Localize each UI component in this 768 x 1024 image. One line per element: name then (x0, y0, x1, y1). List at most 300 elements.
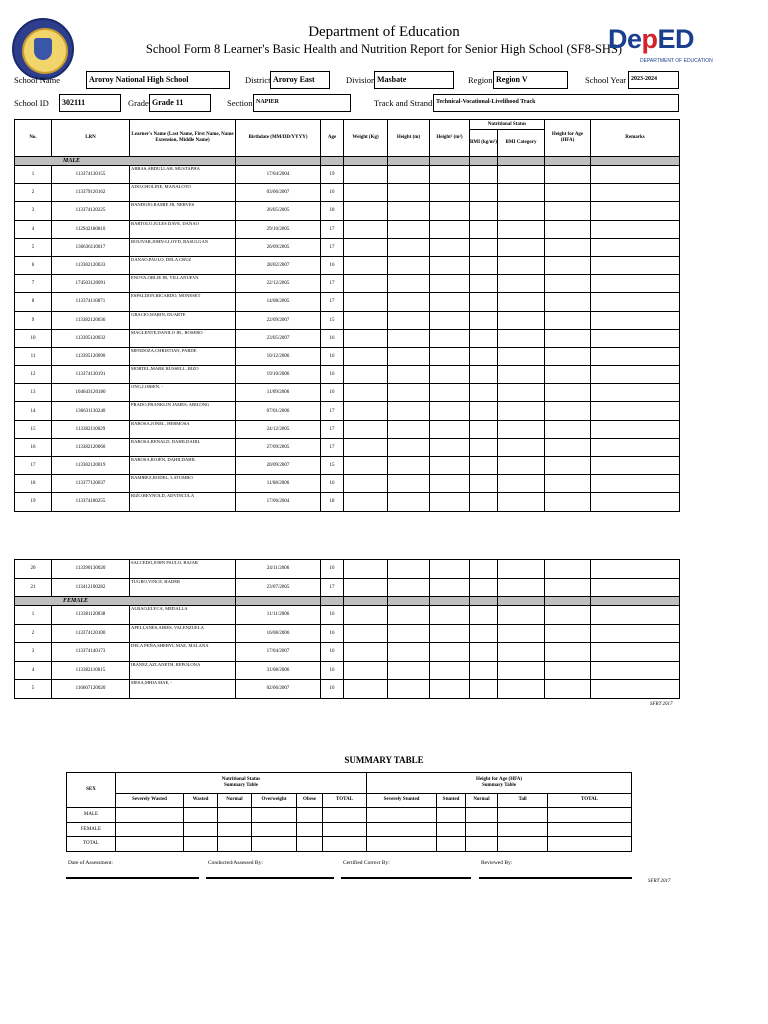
row-height-cell[interactable] (388, 184, 430, 202)
learner-row (15, 275, 680, 293)
row-bmi-category-cell[interactable] (498, 366, 545, 384)
row-hfa-cell[interactable] (545, 560, 591, 579)
row-bmi-category-cell[interactable] (498, 220, 545, 238)
row-height2-cell[interactable] (430, 643, 470, 662)
row-age: 16 (321, 366, 344, 384)
reviewed-signature-line[interactable] (479, 877, 632, 879)
row-lrn: 104643120180 (52, 384, 130, 402)
row-weight-cell[interactable] (344, 680, 388, 699)
summary-hfa-col: Severely Stunted (367, 794, 437, 808)
summary-cell[interactable] (252, 822, 297, 837)
row-height2-cell[interactable] (430, 256, 470, 274)
row-height-cell[interactable] (388, 256, 430, 274)
row-height2-cell[interactable] (430, 384, 470, 402)
section-field[interactable]: NAPIER (253, 94, 351, 112)
row-remarks-cell[interactable] (591, 475, 680, 493)
row-no: 13 (15, 384, 52, 402)
row-birthdate: 24/12/2005 (236, 420, 321, 438)
row-bmi-category-cell[interactable] (498, 606, 545, 625)
row-weight-cell[interactable] (344, 347, 388, 365)
summary-ns-header: Nutritional Status Summary Table (116, 773, 367, 794)
row-remarks-cell[interactable] (591, 329, 680, 347)
row-weight-cell[interactable] (344, 293, 388, 311)
row-weight-cell[interactable] (344, 560, 388, 579)
row-bmi-cell[interactable] (470, 680, 498, 699)
row-height-cell[interactable] (388, 624, 430, 643)
division-field[interactable]: Masbate (374, 71, 454, 89)
school-year-label: School Year (585, 75, 627, 85)
row-name: APELLANES,AIRES, VALENZUELA (130, 624, 236, 643)
row-bmi-category-cell[interactable] (498, 184, 545, 202)
row-hfa-cell[interactable] (545, 420, 591, 438)
summary-cell[interactable] (498, 837, 548, 852)
row-hfa-cell[interactable] (545, 493, 591, 511)
row-bmi-cell[interactable] (470, 606, 498, 625)
row-age: 16 (321, 560, 344, 579)
row-hfa-cell[interactable] (545, 347, 591, 365)
row-height-cell[interactable] (388, 560, 430, 579)
row-name: ENOVA,ORLIE JR, VILLANUEVA (130, 275, 236, 293)
row-bmi-cell[interactable] (470, 366, 498, 384)
learner-row (15, 238, 680, 256)
row-remarks-cell[interactable] (591, 311, 680, 329)
summary-cell[interactable] (297, 808, 323, 823)
summary-cell[interactable] (437, 808, 466, 823)
row-weight-cell[interactable] (344, 457, 388, 475)
row-bmi-cell[interactable] (470, 202, 498, 220)
school-id-label: School ID (14, 98, 49, 108)
track-field[interactable]: Technical-Vocational-Livelihood Track (433, 94, 679, 112)
row-bmi-category-cell[interactable] (498, 624, 545, 643)
row-remarks-cell[interactable] (591, 184, 680, 202)
row-height2-cell[interactable] (430, 275, 470, 293)
row-weight-cell[interactable] (344, 311, 388, 329)
row-bmi-cell[interactable] (470, 275, 498, 293)
row-age: 18 (321, 493, 344, 511)
row-age: 16 (321, 624, 344, 643)
row-bmi-category-cell[interactable] (498, 311, 545, 329)
row-age: 18 (321, 202, 344, 220)
row-remarks-cell[interactable] (591, 347, 680, 365)
row-height-cell[interactable] (388, 311, 430, 329)
district-field[interactable]: Aroroy East (270, 71, 330, 89)
row-weight-cell[interactable] (344, 402, 388, 420)
row-no: 9 (15, 311, 52, 329)
section-label: Section (227, 98, 253, 108)
row-bmi-category-cell[interactable] (498, 256, 545, 274)
row-bmi-cell[interactable] (470, 661, 498, 680)
row-weight-cell[interactable] (344, 606, 388, 625)
row-height-cell[interactable] (388, 438, 430, 456)
row-height-cell[interactable] (388, 166, 430, 184)
row-height2-cell[interactable] (430, 475, 470, 493)
row-bmi-category-cell[interactable] (498, 643, 545, 662)
summary-cell[interactable] (437, 822, 466, 837)
row-weight-cell[interactable] (344, 238, 388, 256)
row-bmi-cell[interactable] (470, 475, 498, 493)
summary-cell[interactable] (116, 837, 184, 852)
row-bmi-category-cell[interactable] (498, 493, 545, 511)
row-height2-cell[interactable] (430, 311, 470, 329)
row-height-cell[interactable] (388, 220, 430, 238)
row-birthdate: 17/04/2004 (236, 166, 321, 184)
row-bmi-cell[interactable] (470, 238, 498, 256)
row-age: 16 (321, 329, 344, 347)
row-hfa-cell[interactable] (545, 624, 591, 643)
summary-cell[interactable] (116, 808, 184, 823)
row-name: ONG,LORIEN, - (130, 384, 236, 402)
region-label: Region (468, 75, 493, 85)
row-height2-cell[interactable] (430, 293, 470, 311)
row-remarks-cell[interactable] (591, 643, 680, 662)
row-bmi-cell[interactable] (470, 220, 498, 238)
row-name: RIZO,REYNOLD, ADVINCULA (130, 493, 236, 511)
learner-row (15, 493, 680, 511)
row-bmi-category-cell[interactable] (498, 560, 545, 579)
row-bmi-cell[interactable] (470, 560, 498, 579)
row-hfa-cell[interactable] (545, 184, 591, 202)
row-bmi-cell[interactable] (470, 578, 498, 597)
row-height-cell[interactable] (388, 606, 430, 625)
row-hfa-cell[interactable] (545, 293, 591, 311)
row-remarks-cell[interactable] (591, 680, 680, 699)
row-height-cell[interactable] (388, 661, 430, 680)
school-name-field[interactable]: Aroroy National High School (86, 71, 230, 89)
row-bmi-category-cell[interactable] (498, 293, 545, 311)
summary-ns-col: Obese (297, 794, 323, 808)
row-bmi-cell[interactable] (470, 643, 498, 662)
row-hfa-cell[interactable] (545, 220, 591, 238)
row-bmi-category-cell[interactable] (498, 202, 545, 220)
row-hfa-cell[interactable] (545, 166, 591, 184)
summary-cell[interactable] (367, 822, 437, 837)
summary-cell[interactable] (466, 808, 498, 823)
school-year-field[interactable]: 2023-2024 (628, 71, 679, 89)
summary-cell[interactable] (184, 837, 218, 852)
row-hfa-cell[interactable] (545, 202, 591, 220)
row-remarks-cell[interactable] (591, 202, 680, 220)
row-hfa-cell[interactable] (545, 661, 591, 680)
summary-cell[interactable] (252, 837, 297, 852)
row-hfa-cell[interactable] (545, 311, 591, 329)
grade-field[interactable]: Grade 11 (149, 94, 211, 112)
row-height-cell[interactable] (388, 402, 430, 420)
row-no: 11 (15, 347, 52, 365)
row-remarks-cell[interactable] (591, 624, 680, 643)
row-name: RABOSA,ROJEN, DAHILDAHIL (130, 457, 236, 475)
row-bmi-cell[interactable] (470, 184, 498, 202)
track-label: Track and Strand (374, 98, 433, 108)
summary-row (67, 837, 632, 852)
row-height-cell[interactable] (388, 680, 430, 699)
row-remarks-cell[interactable] (591, 457, 680, 475)
summary-cell[interactable] (548, 808, 632, 823)
row-remarks-cell[interactable] (591, 493, 680, 511)
summary-cell[interactable] (252, 808, 297, 823)
row-remarks-cell[interactable] (591, 606, 680, 625)
row-weight-cell[interactable] (344, 384, 388, 402)
row-weight-cell[interactable] (344, 661, 388, 680)
row-height-cell[interactable] (388, 643, 430, 662)
row-hfa-cell[interactable] (545, 238, 591, 256)
certified-signature-line[interactable] (341, 877, 471, 879)
row-height2-cell[interactable] (430, 402, 470, 420)
row-height2-cell[interactable] (430, 624, 470, 643)
learner-health-table (14, 119, 680, 512)
row-hfa-cell[interactable] (545, 457, 591, 475)
row-lrn: 113395120090 (52, 347, 130, 365)
summary-cell[interactable] (548, 822, 632, 837)
row-height2-cell[interactable] (430, 661, 470, 680)
summary-hfa-col: Normal (466, 794, 498, 808)
row-lrn: 113377120037 (52, 475, 130, 493)
row-height2-cell[interactable] (430, 438, 470, 456)
row-remarks-cell[interactable] (591, 420, 680, 438)
row-bmi-cell[interactable] (470, 457, 498, 475)
row-height2-cell[interactable] (430, 493, 470, 511)
row-no: 6 (15, 256, 52, 274)
summary-cell[interactable] (323, 808, 367, 823)
row-remarks-cell[interactable] (591, 560, 680, 579)
row-no: 5 (15, 238, 52, 256)
row-bmi-category-cell[interactable] (498, 680, 545, 699)
row-height-cell[interactable] (388, 275, 430, 293)
row-bmi-category-cell[interactable] (498, 402, 545, 420)
row-bmi-cell[interactable] (470, 256, 498, 274)
row-height2-cell[interactable] (430, 680, 470, 699)
row-name: DANAO,PAULO, DELA CRUZ (130, 256, 236, 274)
row-weight-cell[interactable] (344, 275, 388, 293)
summary-cell[interactable] (466, 837, 498, 852)
row-birthdate: 31/08/2006 (236, 661, 321, 680)
row-weight-cell[interactable] (344, 366, 388, 384)
row-bmi-category-cell[interactable] (498, 457, 545, 475)
row-height2-cell[interactable] (430, 166, 470, 184)
summary-cell[interactable] (184, 808, 218, 823)
row-height2-cell[interactable] (430, 420, 470, 438)
row-birthdate: 23/05/2007 (236, 329, 321, 347)
row-birthdate: 24/11/2006 (236, 560, 321, 579)
row-birthdate: 11/11/2006 (236, 606, 321, 625)
row-bmi-cell[interactable] (470, 438, 498, 456)
row-bmi-cell[interactable] (470, 166, 498, 184)
row-age: 16 (321, 606, 344, 625)
row-bmi-cell[interactable] (470, 384, 498, 402)
row-remarks-cell[interactable] (591, 578, 680, 597)
summary-cell[interactable] (184, 822, 218, 837)
row-height-cell[interactable] (388, 202, 430, 220)
school-id-field[interactable]: 302111 (59, 94, 121, 112)
row-no: 4 (15, 220, 52, 238)
row-weight-cell[interactable] (344, 493, 388, 511)
row-birthdate: 22/09/2007 (236, 311, 321, 329)
row-bmi-category-cell[interactable] (498, 275, 545, 293)
summary-cell[interactable] (466, 822, 498, 837)
row-height2-cell[interactable] (430, 457, 470, 475)
row-lrn: 113395120032 (52, 329, 130, 347)
row-birthdate: 28/02/2007 (236, 256, 321, 274)
summary-cell[interactable] (498, 822, 548, 837)
row-bmi-category-cell[interactable] (498, 420, 545, 438)
row-height2-cell[interactable] (430, 202, 470, 220)
row-weight-cell[interactable] (344, 643, 388, 662)
row-hfa-cell[interactable] (545, 366, 591, 384)
summary-row-label: FEMALE (67, 822, 116, 837)
row-weight-cell[interactable] (344, 202, 388, 220)
row-no: 1 (15, 166, 52, 184)
row-weight-cell[interactable] (344, 438, 388, 456)
row-birthdate: 22/12/2005 (236, 275, 321, 293)
row-height2-cell[interactable] (430, 347, 470, 365)
summary-cell[interactable] (116, 822, 184, 837)
row-weight-cell[interactable] (344, 420, 388, 438)
learner-row (15, 402, 680, 420)
row-height2-cell[interactable] (430, 184, 470, 202)
row-hfa-cell[interactable] (545, 438, 591, 456)
row-weight-cell[interactable] (344, 256, 388, 274)
summary-hfa-col: Stunted (437, 794, 466, 808)
row-remarks-cell[interactable] (591, 366, 680, 384)
summary-row-label: TOTAL (67, 837, 116, 852)
row-bmi-cell[interactable] (470, 347, 498, 365)
region-field[interactable]: Region V (493, 71, 568, 89)
row-remarks-cell[interactable] (591, 275, 680, 293)
row-height2-cell[interactable] (430, 366, 470, 384)
summary-cell[interactable] (367, 837, 437, 852)
section-male: MALE (15, 157, 236, 166)
row-height-cell[interactable] (388, 578, 430, 597)
row-bmi-category-cell[interactable] (498, 166, 545, 184)
row-bmi-category-cell[interactable] (498, 347, 545, 365)
row-remarks-cell[interactable] (591, 166, 680, 184)
row-hfa-cell[interactable] (545, 578, 591, 597)
row-bmi-category-cell[interactable] (498, 238, 545, 256)
row-bmi-cell[interactable] (470, 624, 498, 643)
row-weight-cell[interactable] (344, 475, 388, 493)
row-remarks-cell[interactable] (591, 384, 680, 402)
learner-row (15, 384, 680, 402)
district-label: District (245, 75, 271, 85)
row-height-cell[interactable] (388, 384, 430, 402)
row-hfa-cell[interactable] (545, 606, 591, 625)
row-height-cell[interactable] (388, 293, 430, 311)
row-remarks-cell[interactable] (591, 256, 680, 274)
col-height-squared: Height² (m²) (430, 120, 470, 157)
row-hfa-cell[interactable] (545, 329, 591, 347)
summary-cell[interactable] (323, 837, 367, 852)
row-height-cell[interactable] (388, 420, 430, 438)
summary-ns-col: TOTAL (323, 794, 367, 808)
summary-cell[interactable] (323, 822, 367, 837)
row-height-cell[interactable] (388, 347, 430, 365)
row-remarks-cell[interactable] (591, 238, 680, 256)
row-name: RABOSA,JONEL, HERMOSA (130, 420, 236, 438)
row-hfa-cell[interactable] (545, 384, 591, 402)
row-remarks-cell[interactable] (591, 438, 680, 456)
row-age: 17 (321, 293, 344, 311)
row-height2-cell[interactable] (430, 238, 470, 256)
summary-cell[interactable] (218, 822, 252, 837)
row-hfa-cell[interactable] (545, 475, 591, 493)
row-bmi-category-cell[interactable] (498, 438, 545, 456)
row-remarks-cell[interactable] (591, 220, 680, 238)
row-height-cell[interactable] (388, 329, 430, 347)
row-weight-cell[interactable] (344, 329, 388, 347)
row-hfa-cell[interactable] (545, 643, 591, 662)
row-bmi-cell[interactable] (470, 293, 498, 311)
footer-code-2: SFRT 2017 (648, 879, 671, 884)
row-age: 16 (321, 643, 344, 662)
row-height-cell[interactable] (388, 475, 430, 493)
row-age: 17 (321, 275, 344, 293)
row-bmi-cell[interactable] (470, 329, 498, 347)
row-bmi-category-cell[interactable] (498, 578, 545, 597)
row-height-cell[interactable] (388, 457, 430, 475)
row-age: 16 (321, 347, 344, 365)
row-lrn: 113382120033 (52, 256, 130, 274)
summary-cell[interactable] (548, 837, 632, 852)
row-weight-cell[interactable] (344, 578, 388, 597)
row-height2-cell[interactable] (430, 329, 470, 347)
row-bmi-category-cell[interactable] (498, 661, 545, 680)
row-remarks-cell[interactable] (591, 661, 680, 680)
row-height2-cell[interactable] (430, 606, 470, 625)
row-weight-cell[interactable] (344, 184, 388, 202)
learner-row (15, 457, 680, 475)
row-height-cell[interactable] (388, 366, 430, 384)
row-bmi-category-cell[interactable] (498, 384, 545, 402)
row-bmi-category-cell[interactable] (498, 475, 545, 493)
row-weight-cell[interactable] (344, 624, 388, 643)
summary-cell[interactable] (218, 837, 252, 852)
row-no: 20 (15, 560, 52, 579)
summary-cell[interactable] (218, 808, 252, 823)
row-bmi-cell[interactable] (470, 493, 498, 511)
row-bmi-cell[interactable] (470, 402, 498, 420)
row-height2-cell[interactable] (430, 578, 470, 597)
row-weight-cell[interactable] (344, 220, 388, 238)
row-name: GRACIO,WARIN, DUARTE (130, 311, 236, 329)
summary-cell[interactable] (297, 822, 323, 837)
row-birthdate: 27/09/2005 (236, 438, 321, 456)
row-weight-cell[interactable] (344, 166, 388, 184)
row-remarks-cell[interactable] (591, 402, 680, 420)
row-bmi-cell[interactable] (470, 311, 498, 329)
summary-cell[interactable] (297, 837, 323, 852)
row-birthdate: 14/08/2005 (236, 293, 321, 311)
row-hfa-cell[interactable] (545, 275, 591, 293)
row-hfa-cell[interactable] (545, 680, 591, 699)
date-signature-line[interactable] (66, 877, 199, 879)
row-height-cell[interactable] (388, 238, 430, 256)
row-remarks-cell[interactable] (591, 293, 680, 311)
col-height: Height (m) (388, 120, 430, 157)
summary-cell[interactable] (437, 837, 466, 852)
row-height2-cell[interactable] (430, 220, 470, 238)
summary-cell[interactable] (367, 808, 437, 823)
row-height2-cell[interactable] (430, 560, 470, 579)
row-lrn: 113382120036 (52, 311, 130, 329)
conducted-signature-line[interactable] (206, 877, 334, 879)
form-title: School Form 8 Learner's Basic Health and Nutrition Report for Senior High School (SF8-SHS) (145, 42, 623, 56)
row-bmi-cell[interactable] (470, 420, 498, 438)
row-hfa-cell[interactable] (545, 256, 591, 274)
row-birthdate: 17/06/2004 (236, 493, 321, 511)
row-bmi-category-cell[interactable] (498, 329, 545, 347)
row-hfa-cell[interactable] (545, 402, 591, 420)
summary-cell[interactable] (498, 808, 548, 823)
row-height-cell[interactable] (388, 493, 430, 511)
